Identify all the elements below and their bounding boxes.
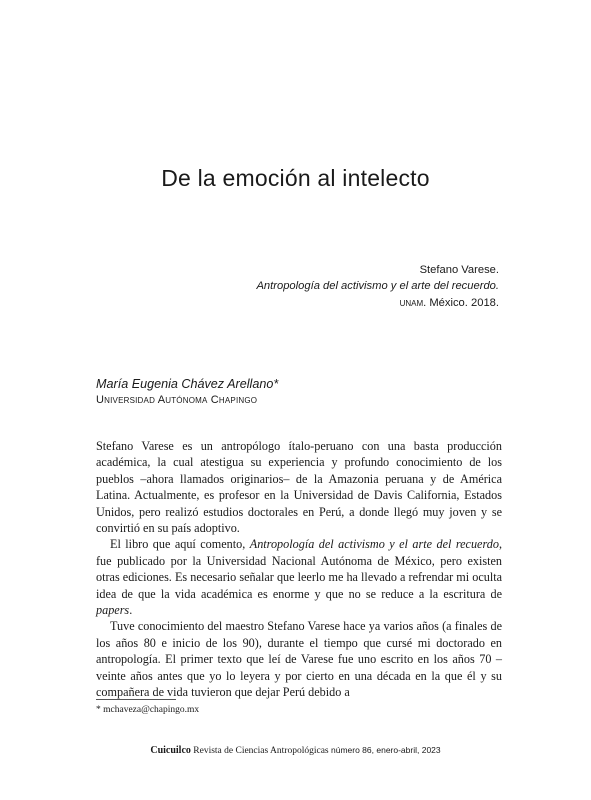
book-reference	[256, 262, 499, 311]
paragraph-2-text-b: , fue publicado por la Universidad Nacional Autónoma de México, pero existen otras ediciones. Es necesario señalar que leerlo me ha llevado a refrendar mi oculta idea de que la vida académica es enorme y que no se reduce a la escritura de	[96, 537, 502, 601]
reference-author: Stefano Varese.	[419, 264, 499, 276]
journal-subtitle: Revista de Ciencias Antropológicas	[190, 746, 329, 756]
paragraph-3: Tuve conocimiento del maestro Stefano Varese hace ya varios años (a finales de los años 80 e inicio de los 90), durante el tiempo que cursé mi doctorado en antropología. El primer texto que leí de Varese fue uno escrito en los años 70 –veinte años antes que yo lo leyera y por cierto en una década en la que él y su compañera de vida tuvieron que dejar Perú debido a	[96, 619, 502, 700]
journal-name: Cuicuilco	[150, 745, 191, 756]
reference-book-title: Antropología del activismo y el arte del recuerdo.	[256, 280, 499, 292]
footnote-email: * mchaveza@chapingo.mx	[96, 705, 200, 715]
paragraph-2-text-a: El libro que aquí comento,	[110, 537, 250, 552]
article-title: De la emoción al intelecto	[161, 165, 430, 192]
reference-place-year: . México. 2018.	[423, 297, 499, 309]
footnote-divider	[96, 699, 176, 700]
paragraph-2-papers: papers	[96, 603, 130, 618]
page-footer	[0, 744, 591, 757]
author-affiliation: Universidad Autónoma Chapingo	[96, 394, 258, 406]
paragraph-1: Stefano Varese es un antropólogo ítalo-peruano con una basta producción académica, la cual atestigua su experiencia y profundo conocimiento de los pueblos –ahora llamados originarios– de la Amazonia peruana y de América Latina. Actualmente, es profesor en la Universidad de Davis California, Estados Unidos, pero realizó estudios doctorales en Perú, a donde llegó muy joven y se convirtió en su país adoptivo.	[96, 439, 502, 536]
journal-issue: número 86, enero-abril, 2023	[328, 745, 441, 755]
paragraph-2	[96, 536, 502, 618]
author-name: María Eugenia Chávez Arellano*	[96, 377, 279, 391]
reference-publisher: unam	[399, 295, 424, 309]
paragraph-2-text-c: .	[129, 603, 133, 618]
paragraph-2-book-title: Antropología del activismo y el arte del recuerdo	[249, 537, 499, 552]
article-body	[96, 438, 502, 701]
reference-publication	[256, 294, 499, 311]
